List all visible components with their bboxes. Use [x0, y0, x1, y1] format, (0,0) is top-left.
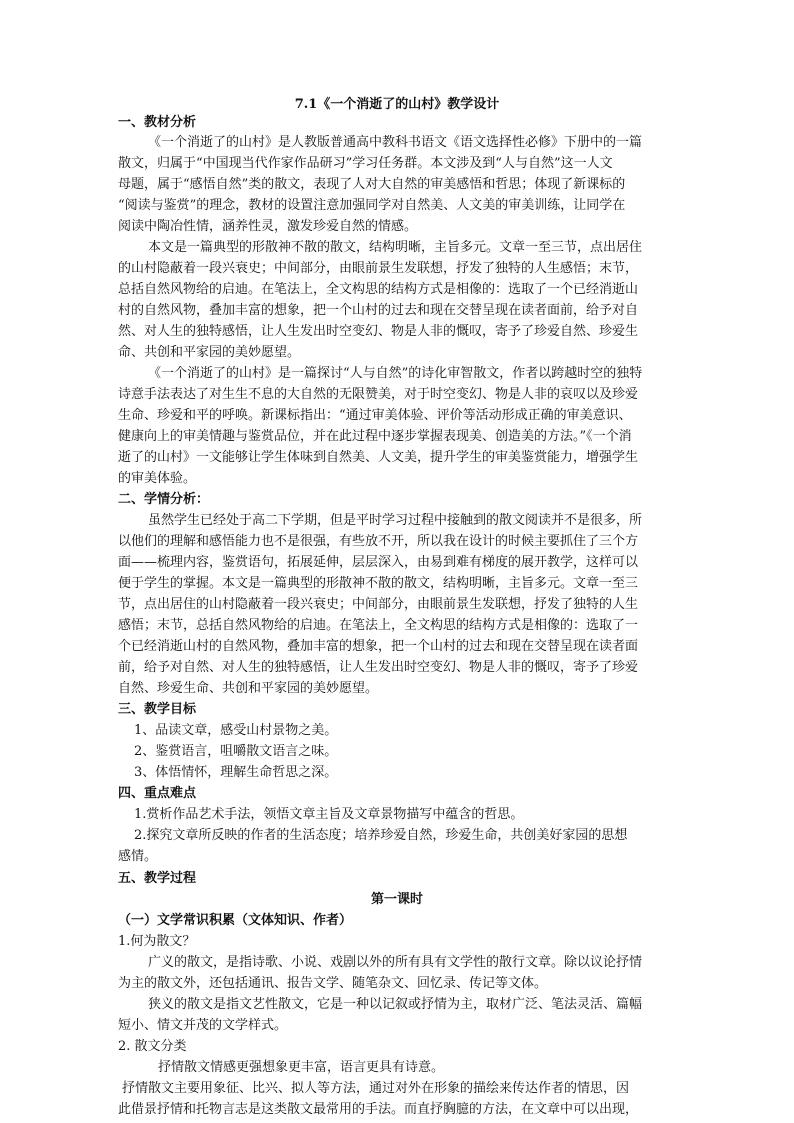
paragraph-line: 生命、珍爱和平的呼唤。新课标指出：“通过审美体验、评价等活动形成正确的审美意识、 [118, 408, 632, 423]
paragraph-line: 母题，属于“感悟自然”类的散文，表现了人对大自然的审美感悟和哲思；体现了新课标的 [118, 177, 626, 192]
paragraph-line: 总括自然风物给的启迪。在笔法上，全文构思的结构方式是相像的：选取了一个已经消逝山 [118, 282, 639, 297]
paragraph-line: 健康向上的审美情趣与鉴赏品位，并在此过程中逐步掌握表现美、创造美的方法。”《一个消 [118, 429, 632, 444]
paragraph-line: 虽然学生已经处于高二下学期，但是平时学习过程中接触到的散文阅读并不是很多，所 [148, 513, 643, 528]
paragraph-line: “阅读与鉴赏”的理念，教材的设置注意加强同学对自然美、人文美的审美训练，让同学在 [118, 198, 626, 213]
paragraph-line: 感悟；末节，总括自然风物给的启迪。在笔法上，全文构思的结构方式是相像的：选取了一 [118, 618, 639, 633]
paragraph-line: 前，给予对自然、对人生的独特感悟，让人生发出时空变幻、物是人非的慨叹，寄予了珍爱 [118, 660, 639, 675]
paragraph-line: 的审美体验。 [118, 471, 197, 486]
key-point-item: 2.探究文章所反映的作者的生活态度；培养珍爱自然，珍爱生命，共创美好家园的思想 [134, 828, 628, 843]
paragraph-line: 逝了的山村》一文能够让学生体味到自然美、人文美，提升学生的审美鉴赏能力，增强学生 [118, 450, 639, 465]
paragraph-line: 狭义的散文是指文艺性散文，它是一种以记叙或抒情为主，取材广泛、笔法灵活、篇幅 [148, 997, 643, 1012]
paragraph-line: 《一个消逝了的山村》是人教版普通高中教科书语文《语文选择性必修》下册中的一篇 [148, 135, 643, 150]
lesson-heading: 第一课时 [370, 892, 423, 907]
paragraph-line: 诗意手法表达了对生生不息的大自然的无限赞美，对于时空变幻、物是人非的哀叹以及珍爱 [118, 387, 639, 402]
paragraph-line: 广义的散文，是指诗歌、小说、戏剧以外的所有具有文学性的散行文章。除以议论抒情 [148, 955, 643, 970]
paragraph-line: 此借景抒情和托物言志是这类散文最常用的手法。而直抒胸臆的方法，在文章中可以出现， [118, 1102, 639, 1117]
paragraph-line: 命、共创和平家园的美妙愿望。 [118, 345, 301, 360]
paragraph-line: 村的自然风物，叠加丰富的想象，把一个山村的过去和现在交替呈现在读者面前，给予对自 [118, 303, 639, 318]
key-point-item: 感情。 [118, 849, 158, 864]
paragraph-line: 本文是一篇典型的形散神不散的散文，结构明晰，主旨多元。文章一至三节，点出居住 [148, 240, 643, 255]
key-point-item: 1.赏析作品艺术手法，领悟文章主旨及文章景物描写中蕴含的哲思。 [134, 807, 524, 822]
paragraph-line: 的山村隐蔽着一段兴衰史；中间部分，由眼前景生发联想，抒发了独特的人生感悟；末节， [118, 261, 639, 276]
section-heading-teaching-process: 五、教学过程 [118, 871, 197, 886]
section-heading-key-points: 四、重点难点 [118, 786, 197, 801]
paragraph-line: 散文，归属于“中国现当代作家作品研习”学习任务群。本文涉及到“人与自然”这一人文 [118, 156, 613, 171]
paragraph-line: 抒情散文主要用象征、比兴、拟人等方法，通过对外在形象的描绘来传达作者的情思，因 [122, 1081, 630, 1096]
paragraph-line: 自然、珍爱生命、共创和平家园的美妙愿望。 [118, 681, 379, 696]
goal-item: 3、体悟情怀，理解生命哲思之深。 [134, 765, 338, 780]
question-heading: 1.何为散文？ [118, 934, 196, 949]
section-heading-teaching-goals: 三、教学目标 [118, 702, 197, 717]
paragraph-line: 然、对人生的独特感悟，让人生发出时空变幻、物是人非的慨叹，寄予了珍爱自然、珍爱生 [118, 324, 639, 339]
paragraph-line: 以他们的理解和感悟能力也不是很强，有些放不开，所以我在设计的时候主要抓住了三个方 [118, 534, 639, 549]
paragraph-line: 为主的散文外，还包括通讯、报告文学、随笔杂文、回忆录、传记等文体。 [118, 976, 548, 991]
section-heading-textbook-analysis: 一、教材分析 [118, 115, 197, 130]
question-heading: 2. 散文分类 [118, 1039, 187, 1054]
paragraph-line: 便于学生的掌握。本文是一篇典型的形散神不散的散文，结构明晰，主旨多元。文章一至三 [118, 576, 639, 591]
paragraph-line: 抒情散文情感更强想象更丰富，语言更具有诗意。 [158, 1060, 445, 1075]
goal-item: 2、鉴赏语言，咀嚼散文语言之味。 [134, 744, 338, 759]
paragraph-line: 节，点出居住的山村隐蔽着一段兴衰史；中间部分，由眼前景生发联想，抒发了独特的人生 [118, 597, 639, 612]
subsection-heading: （一）文学常识积累（文体知识、作者） [118, 913, 353, 928]
document-title: 7.1《一个消逝了的山村》教学设计 [294, 97, 500, 112]
section-heading-learner-analysis: 二、学情分析： [118, 492, 210, 507]
paragraph-line: 个已经消逝山村的自然风物，叠加丰富的想象，把一个山村的过去和现在交替呈现在读者面 [118, 639, 639, 654]
paragraph-line: 阅读中陶冶性情，涵养性灵，激发珍爱自然的情感。 [118, 219, 418, 234]
paragraph-line: 《一个消逝了的山村》是一篇探讨“人与自然”的诗化审智散文，作者以跨越时空的独特 [148, 366, 643, 381]
paragraph-line: 短小、情文并茂的文学样式。 [118, 1018, 288, 1033]
goal-item: 1、品读文章，感受山村景物之美。 [134, 723, 338, 738]
paragraph-line: 面——梳理内容，鉴赏语句，拓展延伸，层层深入，由易到难有梯度的展开教学，这样可以 [118, 555, 639, 570]
